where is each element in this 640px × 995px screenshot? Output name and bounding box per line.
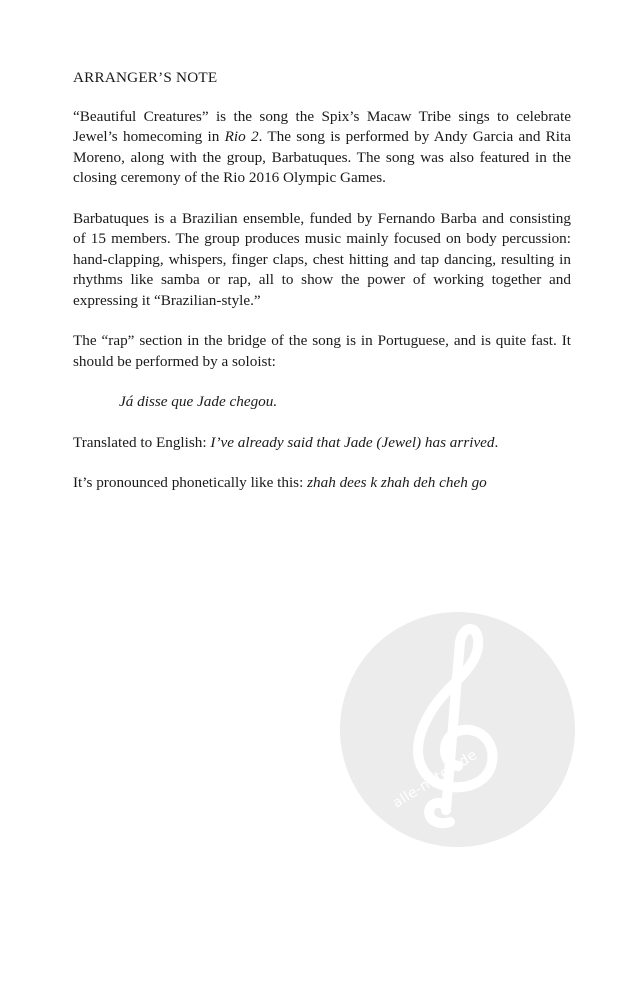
watermark-text: alle-noten.de: [390, 746, 481, 812]
rap-section-paragraph: The “rap” section in the bridge of the song is in Portuguese, and is quite fast. It should be performed by a soloist:: [73, 332, 571, 370]
treble-clef-icon: [340, 612, 575, 847]
pronunciation-paragraph: [73, 473, 571, 494]
intro-paragraph: [73, 107, 571, 189]
translation-paragraph: [73, 433, 571, 454]
arrangers-note-page: [73, 68, 571, 514]
portuguese-lyric: Já disse que Jade chegou.: [119, 393, 278, 410]
intro-text-end: . The song is performed by Andy Garcia and Rita Moreno, along with the group, Barbatuques. The song was also featured in the closing ceremony of the Rio 2016 Olympic Games.: [73, 128, 571, 186]
pronunciation-label: It’s pronounced phonetically like this:: [73, 474, 308, 491]
page-title: ARRANGER’S NOTE: [73, 69, 218, 86]
pronunciation-text: zhah dees k zhah deh cheh go: [307, 474, 487, 491]
translation-label: Translated to English:: [73, 433, 211, 451]
intro-text-start: “Beautiful Creatures” is the song the Spix’s Macaw Tribe sings to celebrate Jewel’s homecoming in: [73, 107, 571, 145]
watermark-logo: [340, 612, 575, 847]
translation-end: .: [494, 433, 499, 451]
film-title: Rio 2: [224, 128, 259, 145]
translation-text: I’ve already said that Jade (Jewel) has arrived: [210, 433, 495, 451]
ensemble-paragraph: Barbatuques is a Brazilian ensemble, funded by Fernando Barba and consisting of 15 members. The group produces music mainly focused on body percussion: hand-clapping, whispers, finger claps, chest hitting and tap dancing, resulting in rhythms like samba or rap, all to show the power of working together and expressing it “Brazilian-style.”: [73, 209, 571, 309]
